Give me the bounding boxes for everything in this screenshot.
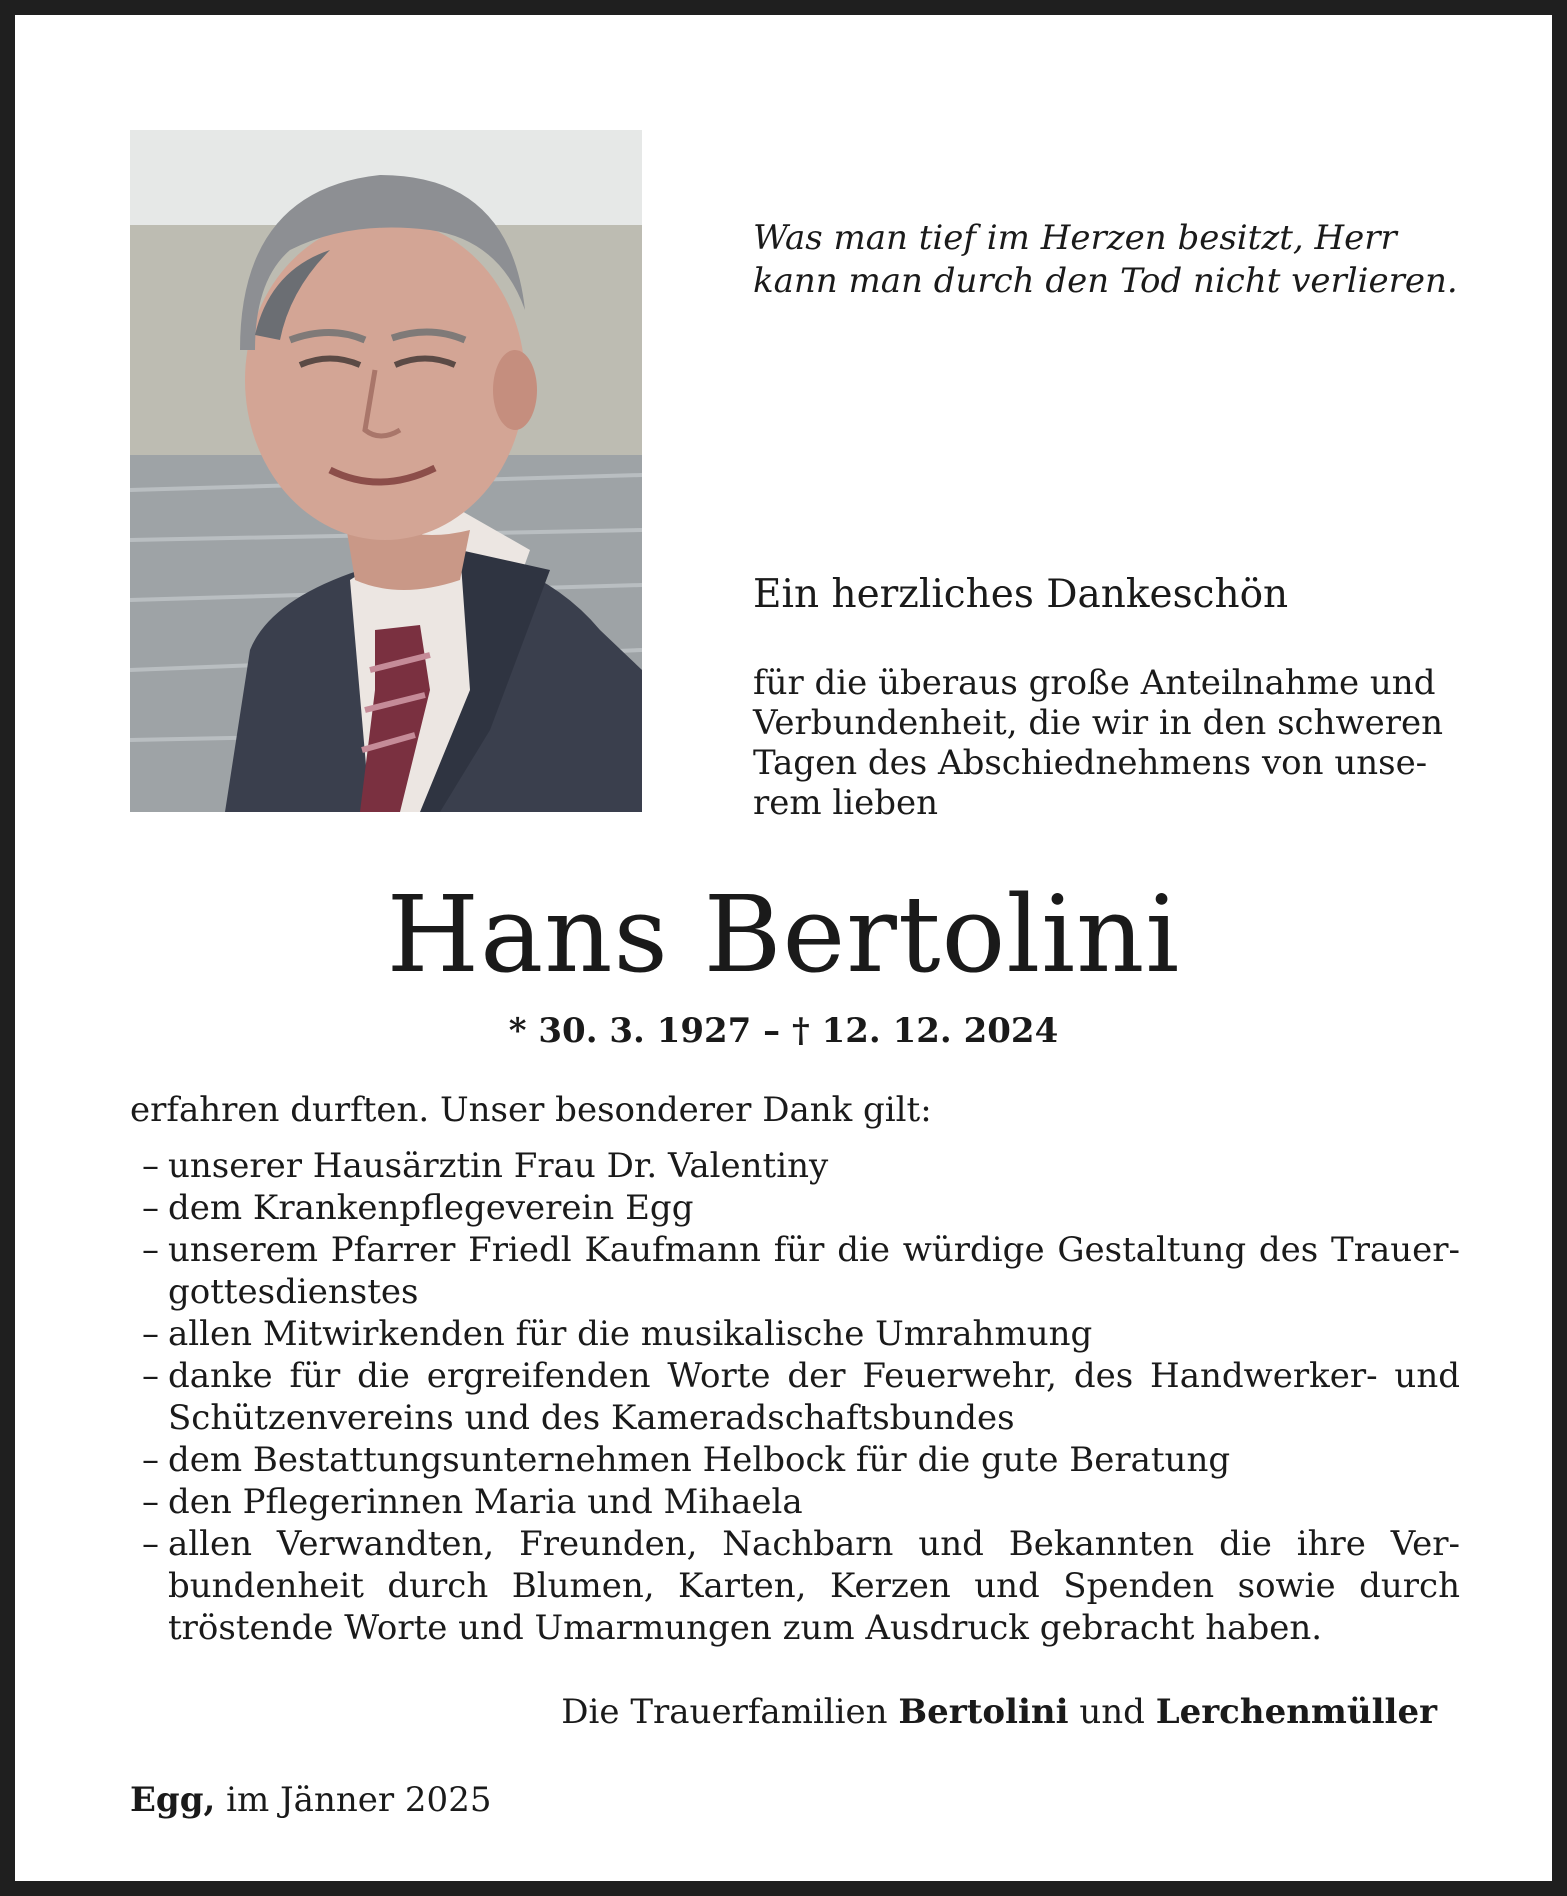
acknowledgement-intro: erfahren durften. Unser besonderer Dank gilt: (130, 1090, 932, 1130)
portrait-illustration (130, 130, 642, 812)
portrait-photo (130, 130, 642, 812)
list-item (130, 1355, 1460, 1439)
list-item-line: unserer Hausärztin Frau Dr. Valentiny (168, 1146, 829, 1186)
quote-line: kann man durch den Tod nicht verlieren. (753, 261, 1458, 301)
family-signature (561, 1691, 1437, 1733)
list-item-line: Schützenvereins und des Kameradschaftsbundes (168, 1398, 1015, 1438)
list-item-line: gottesdienstes (168, 1272, 419, 1312)
list-item (130, 1187, 1460, 1229)
family-name-1: Bertolini (898, 1692, 1069, 1732)
family-name-2: Lerchenmüller (1155, 1692, 1437, 1732)
list-item (130, 1439, 1460, 1481)
dash-bullet: – (142, 1146, 159, 1186)
place-name: Egg, (130, 1780, 216, 1820)
thanks-line: für die überaus große Anteilnahme und (753, 663, 1436, 703)
list-item-line: danke für die ergreifenden Worte der Feuerwehr, des Handwerker- und (168, 1356, 1460, 1396)
list-item (130, 1481, 1460, 1523)
list-item-line: tröstende Worte und Umarmungen zum Ausdruck gebracht haben. (168, 1608, 1323, 1648)
thanks-heading: Ein herzliches Dankeschön (753, 572, 1289, 617)
list-item-line: allen Verwandten, Freunden, Nachbarn und Bekannten die ihre Ver- (168, 1524, 1460, 1564)
thanks-line: rem lieben (753, 783, 939, 823)
dash-bullet: – (142, 1524, 159, 1564)
signature-conjunction: und (1079, 1692, 1145, 1732)
list-item-line: unserem Pfarrer Friedl Kaufmann für die würdige Gestaltung des Trauer- (168, 1230, 1460, 1270)
life-dates: * 30. 3. 1927 – † 12. 12. 2024 (508, 1011, 1059, 1051)
dash-bullet: – (142, 1188, 159, 1228)
list-item (130, 1229, 1460, 1313)
dash-bullet: – (142, 1314, 159, 1354)
date-text: im Jänner 2025 (226, 1780, 492, 1820)
quote-block (753, 217, 1473, 303)
list-item-line: allen Mitwirkenden für die musikalische Umrahmung (168, 1314, 1093, 1354)
dash-bullet: – (142, 1230, 159, 1270)
list-item-line: bundenheit durch Blumen, Karten, Kerzen und Spenden sowie durch (168, 1566, 1460, 1606)
quote-line: Was man tief im Herzen besitzt, Herr (753, 218, 1397, 258)
signature-prefix: Die Trauerfamilien (561, 1692, 888, 1732)
list-item (130, 1523, 1460, 1649)
list-item-line: dem Krankenpflegeverein Egg (168, 1188, 694, 1228)
thanks-line: Verbundenheit, die wir in den schweren (753, 703, 1443, 743)
list-item-line: den Pflegerinnen Maria und Mihaela (168, 1482, 803, 1522)
list-item (130, 1313, 1460, 1355)
deceased-name: Hans Bertolini (386, 873, 1181, 996)
dash-bullet: – (142, 1440, 159, 1480)
place-date (130, 1779, 491, 1821)
thanks-line: Tagen des Abschiednehmens von unse- (753, 743, 1428, 783)
dash-bullet: – (142, 1482, 159, 1522)
list-item-line: dem Bestattungsunternehmen Helbock für die gute Beratung (168, 1440, 1231, 1480)
thanks-body (753, 663, 1473, 823)
dash-bullet: – (142, 1356, 159, 1396)
list-item (130, 1145, 1460, 1187)
acknowledgement-list (130, 1145, 1460, 1649)
